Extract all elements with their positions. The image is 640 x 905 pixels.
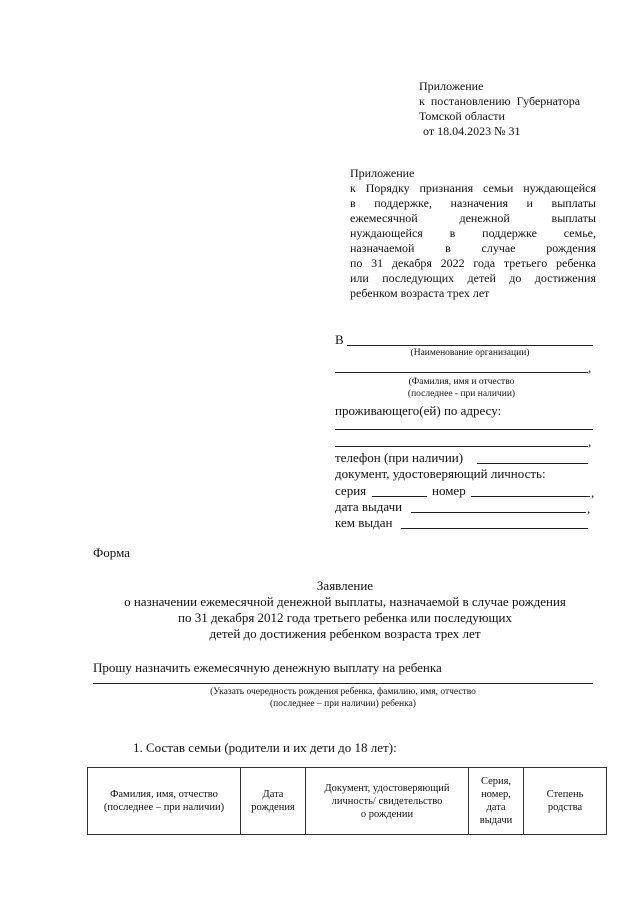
child-info-caption-line2: (последнее – при наличии) ребенка) bbox=[270, 699, 416, 709]
appendix-procedure-line: ежемесячной денежной выплаты bbox=[350, 211, 596, 225]
comma: , bbox=[587, 501, 591, 516]
header-text: Дата bbox=[262, 789, 284, 800]
statement-line: о назначении ежемесячной денежной выплаты, назначаемой в случае рождения bbox=[124, 594, 566, 609]
request-text: Прошу назначить ежемесячную денежную выплату на ребенка bbox=[93, 660, 442, 675]
header-identity-document bbox=[306, 768, 469, 835]
appendix-region-line: Томской области bbox=[419, 109, 505, 123]
statement-line: по 31 декабря 2012 года третьего ребенка или последующих bbox=[177, 610, 512, 625]
form-label: Форма bbox=[93, 545, 130, 560]
header-series-number-date bbox=[469, 768, 524, 835]
applicant-name-field[interactable] bbox=[335, 372, 588, 373]
header-text: Серия, bbox=[480, 776, 512, 787]
issue-date-field[interactable] bbox=[411, 512, 586, 513]
appendix-procedure-title: Приложение bbox=[350, 166, 415, 180]
appendix-governor-block bbox=[419, 79, 599, 139]
statement-title: Заявление bbox=[316, 578, 374, 593]
header-text: личность/ свидетельство bbox=[331, 795, 443, 807]
id-document-label: документ, удостоверяющий личность: bbox=[335, 466, 546, 481]
appendix-date-line: от 18.04.2023 № 31 bbox=[423, 124, 521, 138]
comma: , bbox=[588, 434, 592, 449]
header-text: о рождении bbox=[360, 808, 414, 820]
applicant-name-caption bbox=[335, 376, 588, 400]
phone-field[interactable] bbox=[477, 463, 588, 464]
header-text: Документ, удостоверяющий bbox=[324, 782, 450, 794]
header-text: номер, bbox=[481, 789, 511, 800]
issue-date-label: дата выдачи bbox=[335, 499, 403, 514]
appendix-title: Приложение bbox=[419, 79, 484, 93]
comma: , bbox=[591, 485, 595, 500]
header-text: Степень bbox=[546, 789, 584, 800]
statement-heading bbox=[60, 578, 630, 642]
applicant-name-caption-line2: (последнее - при наличии) bbox=[407, 389, 516, 399]
issued-by-field[interactable] bbox=[401, 528, 588, 529]
header-text: выдачи bbox=[479, 815, 513, 826]
appendix-procedure-line: к Порядку признания семьи нуждающейся bbox=[350, 181, 596, 195]
series-label: серия bbox=[335, 483, 367, 498]
appendix-procedure-line: ребенком возраста трех лет bbox=[350, 286, 490, 300]
header-text: дата bbox=[486, 802, 506, 813]
applicant-name-caption-line1: (Фамилия, имя и отчество bbox=[408, 377, 515, 387]
statement-line: детей до достижения ребенком возраста трех лет bbox=[209, 626, 481, 641]
header-birth-date bbox=[241, 768, 306, 835]
number-label: номер bbox=[432, 483, 466, 498]
appendix-procedure-line: нуждающейся в поддержке семье, bbox=[350, 226, 596, 240]
child-info-caption-line1: (Указать очередность рождения ребенка, фамилию, имя, отчество bbox=[210, 687, 476, 697]
child-info-caption bbox=[93, 686, 593, 710]
table-header-row bbox=[88, 768, 607, 835]
appendix-procedure-block bbox=[350, 166, 596, 301]
to-prefix: В bbox=[335, 332, 344, 347]
address-field-1[interactable] bbox=[335, 429, 593, 430]
appendix-decree-line: к постановлению Губернатора bbox=[419, 94, 581, 108]
header-relationship bbox=[524, 768, 607, 835]
appendix-procedure-line: назначаемой в случае рождения bbox=[350, 241, 596, 255]
phone-label: телефон (при наличии) bbox=[335, 450, 464, 465]
section-family-title: 1. Состав семьи (родители и их дети до 18 лет): bbox=[133, 740, 397, 755]
appendix-procedure-line: или последующих детей до достижения bbox=[350, 271, 596, 285]
header-text: Фамилия, имя, отчество bbox=[110, 789, 218, 800]
header-text: рождения bbox=[251, 802, 295, 813]
appendix-procedure-line: по 31 декабря 2022 года третьего ребенка bbox=[350, 256, 596, 270]
address-field-2[interactable] bbox=[335, 446, 588, 447]
number-field[interactable] bbox=[471, 496, 590, 497]
header-text: (последнее – при наличии) bbox=[103, 802, 225, 813]
header-full-name bbox=[88, 768, 241, 835]
comma: , bbox=[588, 360, 592, 375]
family-composition-table bbox=[87, 767, 607, 835]
header-text: родства bbox=[547, 802, 583, 813]
organization-caption: (Наименование организации) bbox=[410, 348, 530, 358]
address-label: проживающего(ей) по адресу: bbox=[335, 403, 502, 418]
appendix-procedure-line: в поддержке, назначения и выплаты bbox=[350, 196, 596, 210]
organization-field[interactable] bbox=[347, 345, 593, 346]
child-info-field[interactable] bbox=[93, 683, 593, 684]
series-field[interactable] bbox=[372, 496, 427, 497]
issued-by-label: кем выдан bbox=[335, 515, 393, 530]
